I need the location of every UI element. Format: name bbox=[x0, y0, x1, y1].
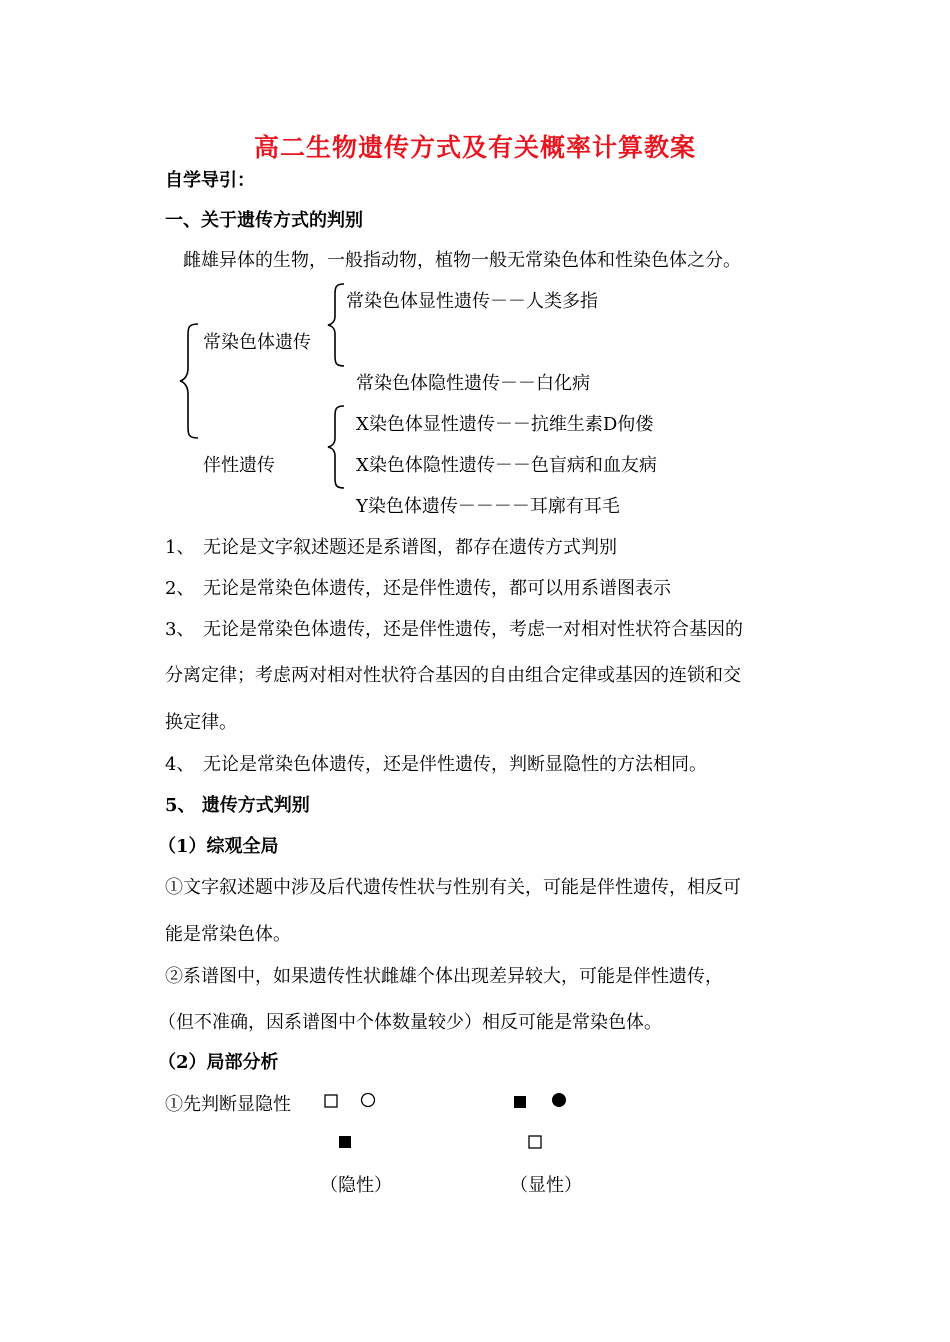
autosomal-recessive: 常染色体隐性遗传－－白化病 bbox=[356, 373, 590, 394]
point-1-num: 1、 bbox=[165, 537, 195, 558]
point-5-heading: 5、 遗传方式判别 bbox=[165, 795, 310, 816]
recessive-label: （隐性） bbox=[320, 1175, 392, 1196]
sub1-item2-line2: （但不准确，因系谱图中个体数量较少）相反可能是常染色体。 bbox=[158, 1012, 662, 1033]
x-dominant: X染色体显性遗传－－抗维生素D佝偻 bbox=[356, 414, 654, 435]
sexlinked-label: 伴性遗传 bbox=[203, 455, 275, 476]
y-linked: Y染色体遗传－－－－耳廓有耳毛 bbox=[356, 496, 620, 517]
autosomal-brace-icon bbox=[326, 282, 346, 368]
point-1-text: 无论是文字叙述题还是系谱图，都存在遗传方式判别 bbox=[203, 537, 617, 558]
sub1-item1-line2: 能是常染色体。 bbox=[165, 924, 291, 945]
affected-offspring-icon bbox=[338, 1132, 352, 1152]
point-2-text: 无论是常染色体遗传，还是伴性遗传，都可以用系谱图表示 bbox=[203, 578, 671, 599]
autosomal-dominant: 常染色体显性遗传－－人类多指 bbox=[346, 291, 598, 312]
point-3-line3: 换定律。 bbox=[165, 712, 237, 733]
unaffected-offspring-icon bbox=[528, 1132, 542, 1152]
x-recessive: X染色体隐性遗传－－色盲病和血友病 bbox=[356, 455, 657, 476]
point-3-num: 3、 bbox=[165, 619, 195, 640]
unaffected-female-icon bbox=[360, 1091, 376, 1111]
section1-intro: 雌雄异体的生物，一般指动物，植物一般无常染色体和性染色体之分。 bbox=[183, 250, 741, 271]
sub2-item1: ①先判断显隐性 bbox=[165, 1094, 291, 1115]
point-3-text: 无论是常染色体遗传，还是伴性遗传，考虑一对相对性状符合基因的 bbox=[203, 619, 743, 640]
dominant-label: （显性） bbox=[510, 1175, 582, 1196]
sub2-heading: （2）局部分析 bbox=[158, 1052, 279, 1073]
affected-male-icon bbox=[513, 1092, 527, 1112]
affected-female-icon bbox=[551, 1091, 567, 1111]
outer-brace-icon bbox=[178, 322, 200, 440]
point-4-num: 4、 bbox=[165, 754, 195, 775]
intro-heading: 自学导引： bbox=[165, 170, 255, 191]
point-3-line2: 分离定律；考虑两对相对性状符合基因的自由组合定律或基因的连锁和交 bbox=[165, 665, 741, 686]
point-4-text: 无论是常染色体遗传，还是伴性遗传，判断显隐性的方法相同。 bbox=[203, 754, 707, 775]
sub1-item1-line1: ①文字叙述题中涉及后代遗传性状与性别有关，可能是伴性遗传，相反可 bbox=[165, 877, 741, 898]
section1-heading: 一、关于遗传方式的判别 bbox=[165, 210, 363, 231]
sub1-heading: （1）综观全局 bbox=[158, 836, 279, 857]
unaffected-male-icon bbox=[324, 1091, 338, 1111]
sexlinked-brace-icon bbox=[326, 404, 346, 490]
sub1-item2-line1: ②系谱图中，如果遗传性状雌雄个体出现差异较大，可能是伴性遗传， bbox=[165, 966, 723, 987]
page-title: 高二生物遗传方式及有关概率计算教案 bbox=[253, 133, 696, 162]
autosomal-label: 常染色体遗传 bbox=[203, 332, 311, 353]
point-2-num: 2、 bbox=[165, 578, 195, 599]
